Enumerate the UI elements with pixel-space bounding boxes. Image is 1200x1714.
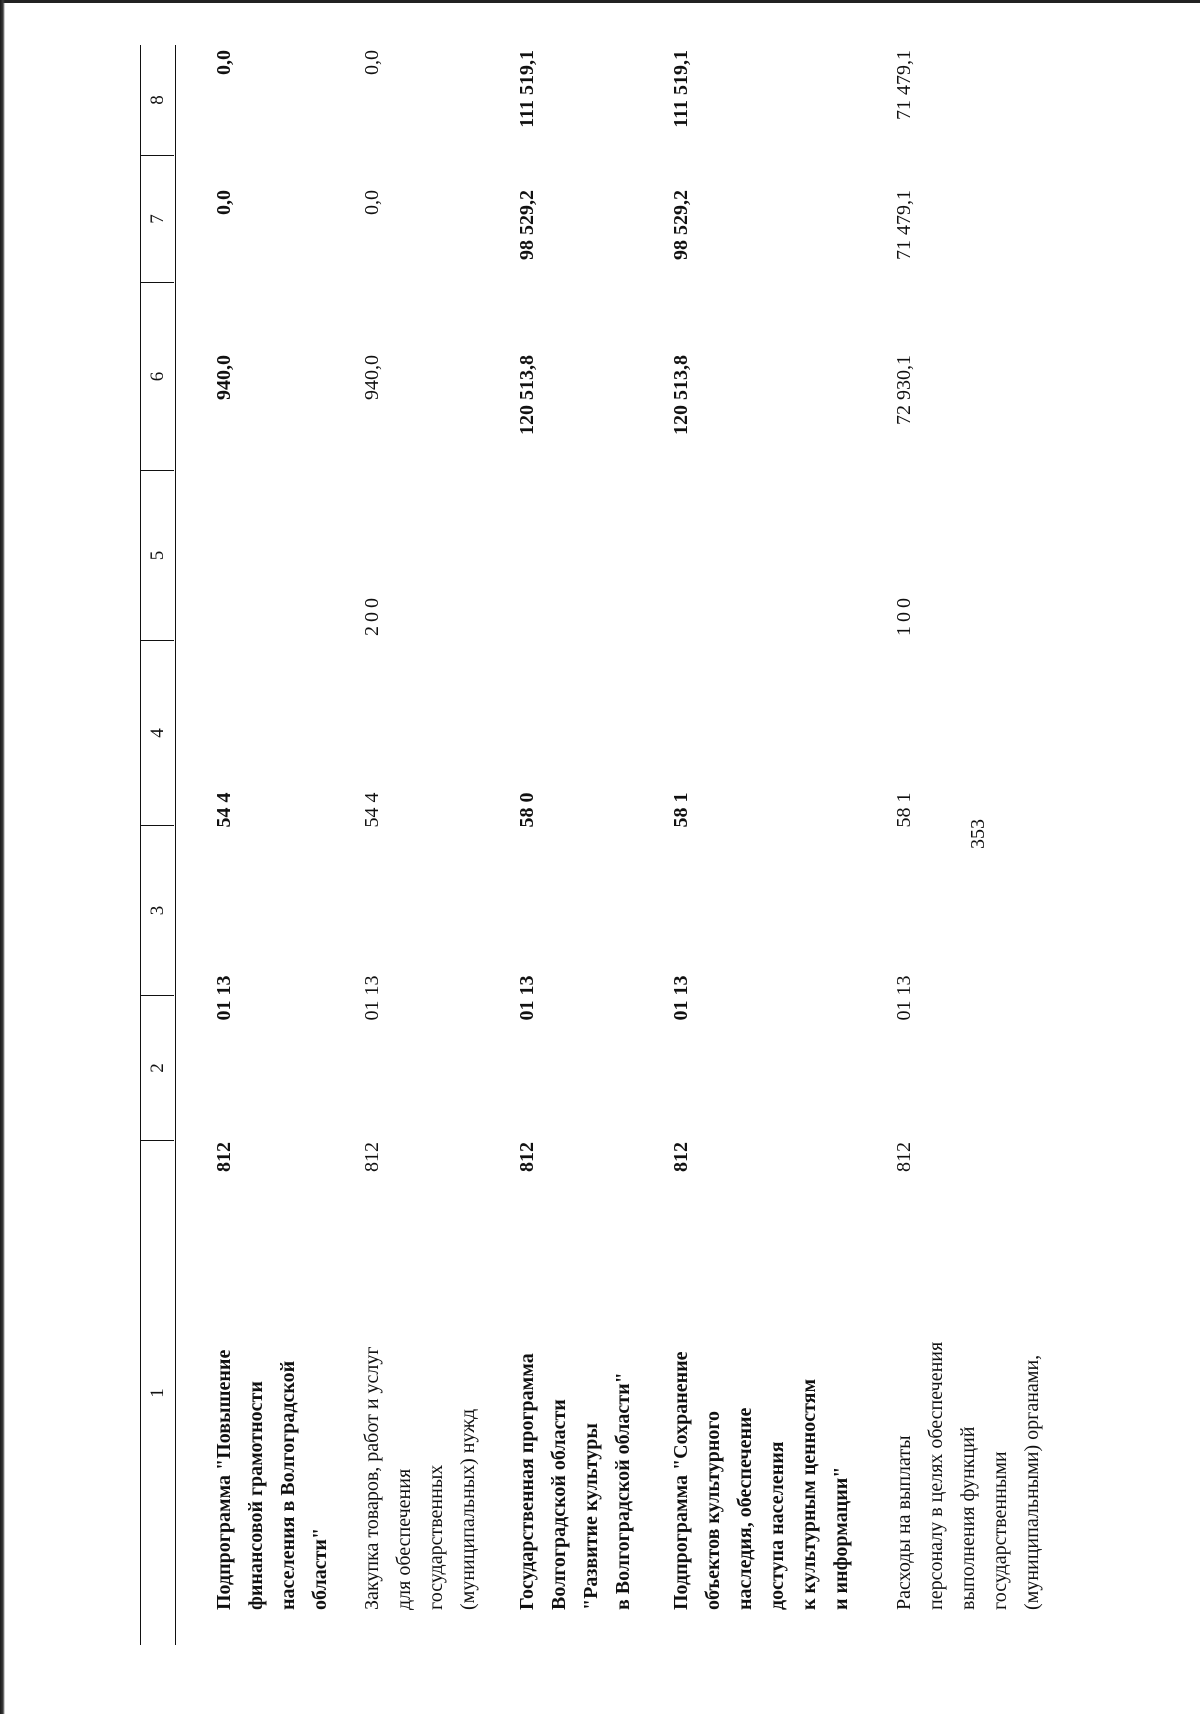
- cell-col-2: 812: [516, 1142, 538, 1172]
- cell-col-8: 0,0: [213, 50, 235, 75]
- cell-col-7: 98 529,2: [670, 190, 692, 260]
- cell-col-7: 98 529,2: [516, 190, 538, 260]
- cell-col-8: 111 519,1: [516, 50, 538, 128]
- cell-col-7: 71 479,1: [893, 190, 915, 260]
- cell-col-3: 01 13: [893, 975, 915, 1021]
- cell-col-6: 72 930,1: [893, 355, 915, 425]
- budget-table: [140, 45, 1190, 1645]
- scan-edge-top: [0, 0, 1200, 3]
- column-header-4: 4: [141, 640, 174, 825]
- column-header-7: 7: [141, 155, 174, 282]
- row-description: Расходы на выплаты персоналу в целях обеспечения выполнения функций государственными (муниципальными) органами,: [893, 1341, 1043, 1610]
- cell-col-6: 940,0: [213, 355, 235, 400]
- cell-col-3: 01 13: [213, 975, 235, 1021]
- cell-col-2: 812: [893, 1142, 915, 1172]
- cell-col-4: 58 1: [893, 792, 915, 828]
- cell-col-7: 0,0: [361, 190, 383, 215]
- table-header: [140, 45, 176, 1645]
- column-header-6: 6: [141, 282, 174, 470]
- column-header-5: 5: [141, 470, 174, 640]
- cell-col-2: 812: [213, 1142, 235, 1172]
- row-description: Подпрограмма "Сохранение объектов культурного наследия, обеспечение доступа населения к культурным ценностям и информации": [670, 1351, 852, 1610]
- cell-col-3: 01 13: [361, 975, 383, 1021]
- cell-col-3: 01 13: [670, 975, 692, 1021]
- cell-col-6: 120 513,8: [516, 355, 538, 435]
- cell-col-4: 58 0: [516, 792, 538, 828]
- cell-col-3: 01 13: [516, 975, 538, 1021]
- cell-col-8: 71 479,1: [893, 50, 915, 120]
- column-header-3: 3: [141, 825, 174, 995]
- cell-col-4: 54 4: [213, 792, 235, 828]
- column-header-8: 8: [146, 95, 168, 105]
- cell-col-4: 58 1: [670, 792, 692, 828]
- cell-col-8: 0,0: [361, 50, 383, 75]
- column-header-1: 1: [141, 1140, 174, 1645]
- row-description: Закупка товаров, работ и услуг для обеспечения государственных (муниципальных) нужд: [361, 1346, 479, 1610]
- scan-edge-left: [0, 0, 5, 1714]
- cell-col-5: 100: [893, 594, 915, 636]
- cell-col-6: 940,0: [361, 355, 383, 400]
- cell-col-2: 812: [670, 1142, 692, 1172]
- cell-col-7: 0,0: [213, 190, 235, 215]
- cell-col-4: 54 4: [361, 792, 383, 828]
- cell-col-5: 200: [361, 594, 383, 636]
- cell-col-2: 812: [361, 1142, 383, 1172]
- row-description: Подпрограмма "Повышение финансовой грамотности населения в Волгоградской области": [213, 1349, 331, 1610]
- cell-col-8: 111 519,1: [670, 50, 692, 128]
- column-header-2: 2: [141, 995, 174, 1140]
- cell-col-6: 120 513,8: [670, 355, 692, 435]
- row-description: Государственная программа Волгоградской области "Развитие культуры в Волгоградской области": [516, 1353, 634, 1610]
- page-number: 353: [967, 819, 989, 849]
